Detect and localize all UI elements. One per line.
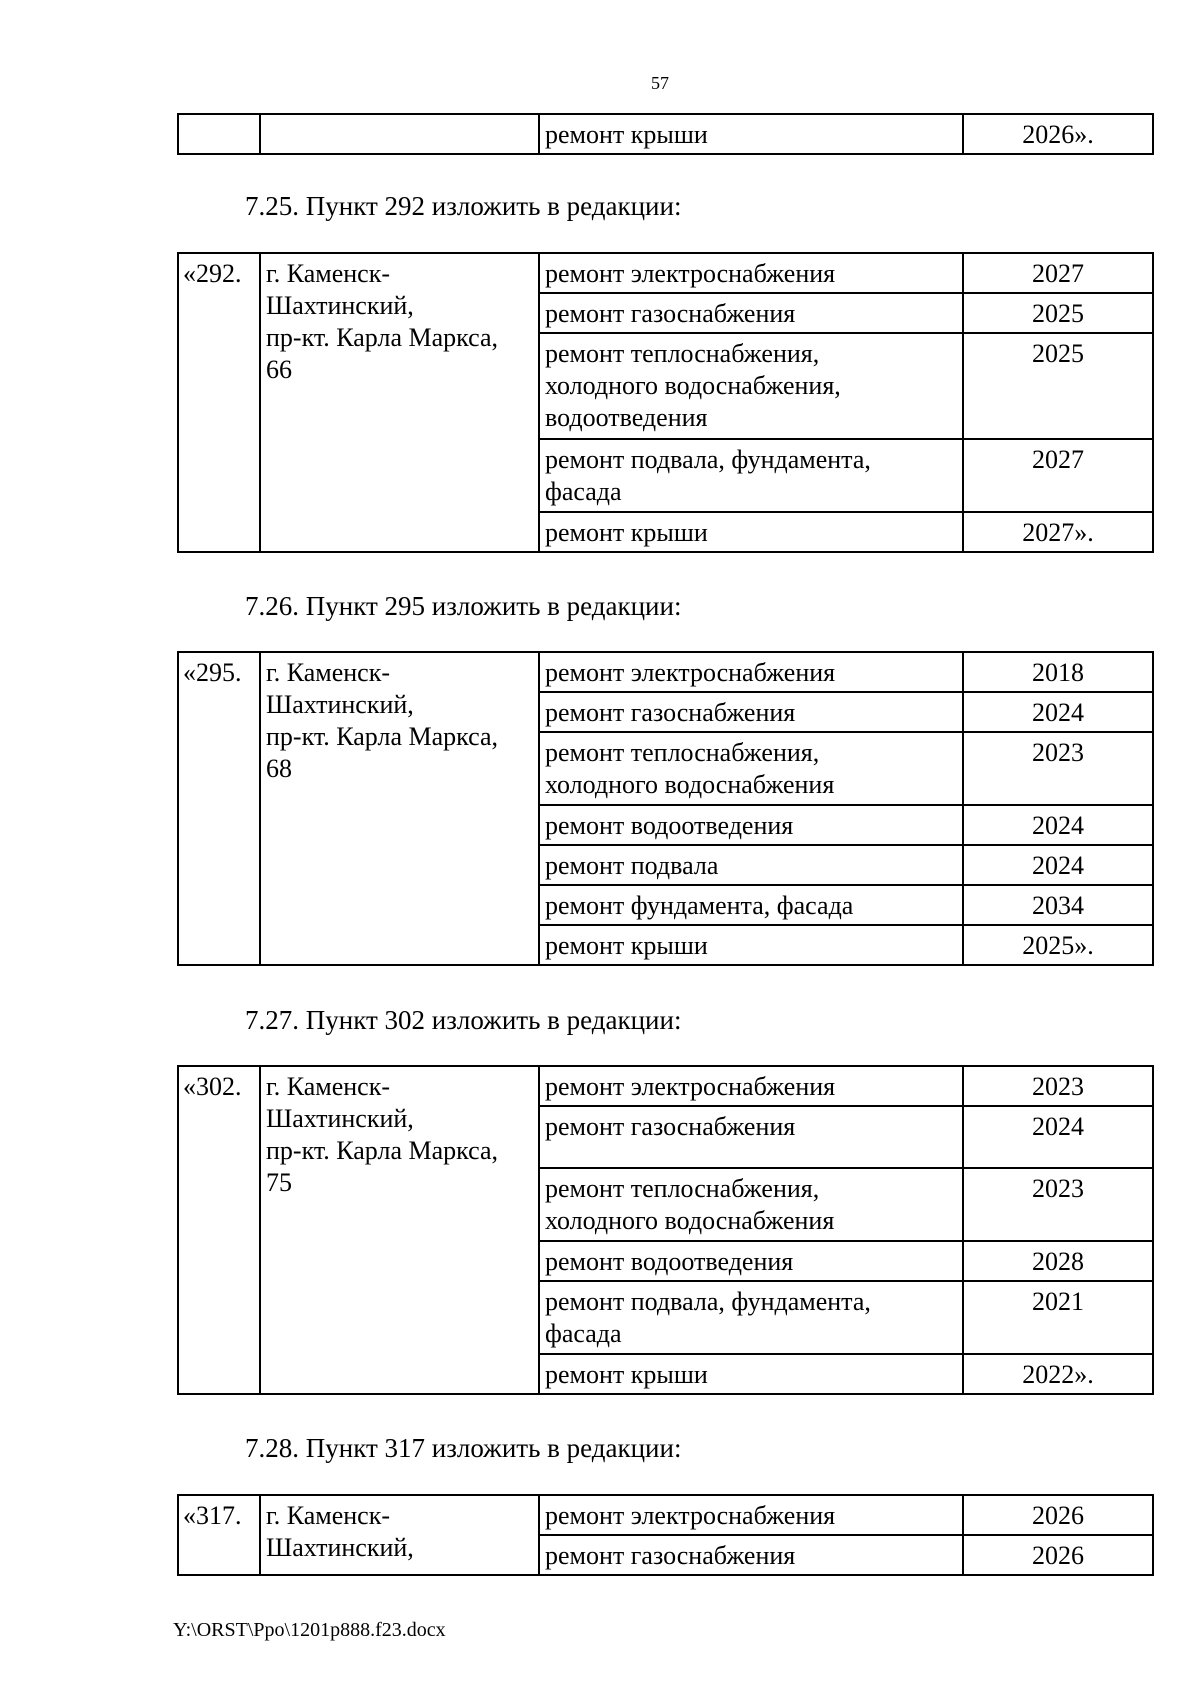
year-cell: 2026 bbox=[963, 1535, 1153, 1575]
year-cell: 2024 bbox=[963, 692, 1153, 732]
footer-file-path: Y:\ORST\Ppo\1201p888.f23.docx bbox=[173, 1619, 446, 1641]
work-cell: ремонт газоснабжения bbox=[539, 1106, 963, 1168]
year-cell: 2024 bbox=[963, 805, 1153, 845]
address-line: Шахтинский, bbox=[266, 1104, 414, 1133]
section-instruction: 7.26. Пункт 295 изложить в редакции: bbox=[245, 591, 682, 621]
work-cell: ремонт электроснабжения bbox=[539, 1066, 963, 1106]
work-cell: ремонт подвала, фундамента, фасада bbox=[539, 1281, 963, 1354]
item-number-cell: «317. bbox=[178, 1495, 260, 1575]
section-table-302 bbox=[177, 1065, 1154, 1395]
work-cell: ремонт электроснабжения bbox=[539, 652, 963, 692]
address-cell bbox=[260, 652, 539, 965]
year-cell: 2027 bbox=[963, 253, 1153, 293]
section-table-317 bbox=[177, 1494, 1154, 1576]
work-cell: ремонт электроснабжения bbox=[539, 1495, 963, 1535]
address-line: 75 bbox=[266, 1168, 292, 1197]
work-cell: ремонт крыши bbox=[539, 925, 963, 965]
work-cell: ремонт газоснабжения bbox=[539, 692, 963, 732]
section-table-295 bbox=[177, 651, 1154, 966]
item-number-cell: «292. bbox=[178, 253, 260, 552]
work-cell: ремонт крыши bbox=[539, 1354, 963, 1394]
work-cell: ремонт газоснабжения bbox=[539, 293, 963, 333]
page-number: 57 bbox=[651, 73, 669, 93]
carryover-table bbox=[177, 113, 1154, 155]
address-cell bbox=[260, 1066, 539, 1394]
address-line: г. Каменск- bbox=[266, 259, 391, 288]
work-cell: ремонт теплоснабжения, холодного водоснабжения bbox=[539, 1168, 963, 1241]
table-row bbox=[178, 1066, 1153, 1106]
year-cell: 2021 bbox=[963, 1281, 1153, 1354]
work-cell: ремонт газоснабжения bbox=[539, 1535, 963, 1575]
table-row bbox=[178, 1495, 1153, 1535]
year-cell: 2025 bbox=[963, 333, 1153, 439]
work-cell: ремонт подвала, фундамента, фасада bbox=[539, 439, 963, 512]
table-row bbox=[178, 114, 1153, 154]
address-line: Шахтинский, bbox=[266, 690, 414, 719]
address-line: пр-кт. Карла Маркса, bbox=[266, 1136, 499, 1165]
address-line: Шахтинский, bbox=[266, 1533, 414, 1562]
work-cell: ремонт крыши bbox=[539, 114, 963, 154]
address-line: пр-кт. Карла Маркса, bbox=[266, 722, 499, 751]
work-cell: ремонт теплоснабжения, холодного водоснабжения, водоотведения bbox=[539, 333, 963, 439]
work-cell: ремонт водоотведения bbox=[539, 1241, 963, 1281]
year-cell: 2023 bbox=[963, 1168, 1153, 1241]
section-instruction: 7.27. Пункт 302 изложить в редакции: bbox=[245, 1005, 682, 1035]
work-cell: ремонт теплоснабжения, холодного водоснабжения bbox=[539, 732, 963, 805]
address-line: пр-кт. Карла Маркса, bbox=[266, 323, 499, 352]
address-line: г. Каменск- bbox=[266, 1072, 391, 1101]
address-line: г. Каменск- bbox=[266, 1501, 391, 1530]
address-line: 68 bbox=[266, 754, 292, 783]
year-cell: 2027 bbox=[963, 439, 1153, 512]
year-cell: 2025 bbox=[963, 293, 1153, 333]
year-cell: 2034 bbox=[963, 885, 1153, 925]
section-instruction: 7.25. Пункт 292 изложить в редакции: bbox=[245, 191, 682, 221]
work-cell: ремонт фундамента, фасада bbox=[539, 885, 963, 925]
year-cell: 2025». bbox=[963, 925, 1153, 965]
year-cell: 2023 bbox=[963, 1066, 1153, 1106]
year-cell: 2024 bbox=[963, 1106, 1153, 1168]
address-line: г. Каменск- bbox=[266, 658, 391, 687]
address-cell bbox=[260, 114, 539, 154]
year-cell: 2023 bbox=[963, 732, 1153, 805]
work-cell: ремонт электроснабжения bbox=[539, 253, 963, 293]
year-cell: 2026 bbox=[963, 1495, 1153, 1535]
work-cell: ремонт подвала bbox=[539, 845, 963, 885]
item-number-cell bbox=[178, 114, 260, 154]
work-cell: ремонт водоотведения bbox=[539, 805, 963, 845]
year-cell: 2024 bbox=[963, 845, 1153, 885]
year-cell: 2026». bbox=[963, 114, 1153, 154]
address-cell bbox=[260, 1495, 539, 1575]
work-cell: ремонт крыши bbox=[539, 512, 963, 552]
year-cell: 2018 bbox=[963, 652, 1153, 692]
table-row bbox=[178, 253, 1153, 293]
section-instruction: 7.28. Пункт 317 изложить в редакции: bbox=[245, 1433, 682, 1463]
item-number-cell: «302. bbox=[178, 1066, 260, 1394]
item-number-cell: «295. bbox=[178, 652, 260, 965]
address-line: 66 bbox=[266, 355, 292, 384]
year-cell: 2022». bbox=[963, 1354, 1153, 1394]
year-cell: 2028 bbox=[963, 1241, 1153, 1281]
section-table-292 bbox=[177, 252, 1154, 553]
table-row bbox=[178, 652, 1153, 692]
address-cell bbox=[260, 253, 539, 552]
year-cell: 2027». bbox=[963, 512, 1153, 552]
address-line: Шахтинский, bbox=[266, 291, 414, 320]
